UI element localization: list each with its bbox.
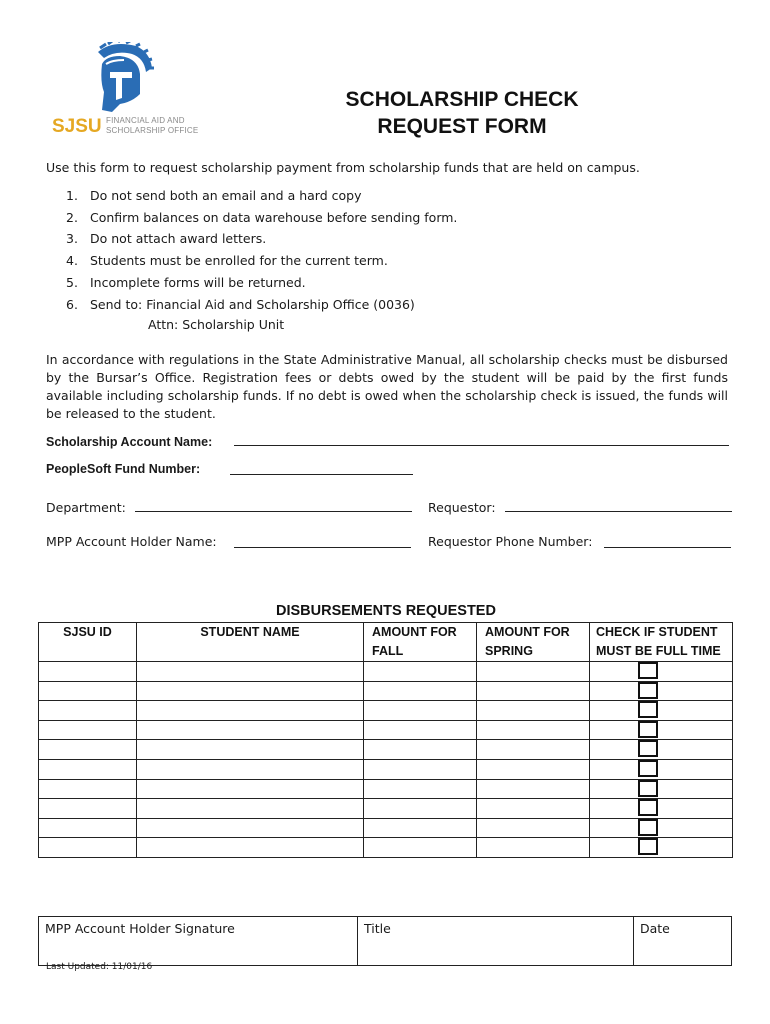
table-row [39, 759, 733, 779]
instruction-number: 5. [66, 274, 78, 290]
instruction-number: 3. [66, 231, 78, 247]
instructions-list [66, 185, 457, 315]
full-time-cell [590, 779, 733, 799]
sjsu-id-cell[interactable] [39, 681, 137, 701]
form-title-line2: REQUEST FORM [377, 115, 547, 138]
amount-fall-cell[interactable] [364, 681, 477, 701]
full-time-checkbox[interactable] [638, 721, 658, 738]
amount-spring-cell[interactable] [477, 838, 590, 858]
sjsu-id-cell[interactable] [39, 779, 137, 799]
form-title [300, 86, 624, 140]
full-time-cell [590, 838, 733, 858]
mpp-signature-cell[interactable] [39, 917, 358, 966]
table-header-row [39, 623, 733, 662]
amount-spring-cell[interactable] [477, 720, 590, 740]
instruction-number: 6. [66, 296, 78, 312]
amount-fall-cell[interactable] [364, 838, 477, 858]
col-header-label: MUST BE FULL TIME [596, 644, 721, 658]
sjsu-id-cell[interactable] [39, 838, 137, 858]
instruction-item [66, 250, 457, 272]
col-header-label: AMOUNT FOR [485, 625, 570, 639]
title-cell[interactable] [358, 917, 634, 966]
col-header-amount-fall [364, 623, 477, 662]
amount-fall-cell[interactable] [364, 701, 477, 721]
full-time-checkbox[interactable] [638, 760, 658, 777]
instruction-text: Incomplete forms will be returned. [90, 274, 306, 290]
full-time-cell [590, 662, 733, 682]
disbursements-body [39, 662, 733, 858]
student-name-cell[interactable] [137, 838, 364, 858]
table-row [39, 701, 733, 721]
instruction-number: 2. [66, 209, 78, 225]
requestor-phone-line[interactable] [604, 547, 731, 548]
full-time-checkbox[interactable] [638, 799, 658, 816]
sjsu-id-cell[interactable] [39, 662, 137, 682]
col-header-label: SPRING [485, 644, 533, 658]
requestor-phone-label: Requestor Phone Number: [428, 534, 593, 549]
full-time-checkbox[interactable] [638, 740, 658, 757]
mpp-signature-label: MPP Account Holder Signature [45, 921, 235, 936]
amount-spring-cell[interactable] [477, 681, 590, 701]
table-row [39, 838, 733, 858]
full-time-cell [590, 681, 733, 701]
full-time-cell [590, 740, 733, 760]
table-row [39, 720, 733, 740]
sjsu-id-cell[interactable] [39, 759, 137, 779]
office-name-line1: FINANCIAL AID AND [106, 116, 185, 125]
full-time-checkbox[interactable] [638, 662, 658, 679]
full-time-checkbox[interactable] [638, 819, 658, 836]
sjsu-id-cell[interactable] [39, 799, 137, 819]
full-time-checkbox[interactable] [638, 682, 658, 699]
col-header-label: STUDENT NAME [200, 625, 300, 639]
amount-spring-cell[interactable] [477, 740, 590, 760]
student-name-cell[interactable] [137, 720, 364, 740]
amount-fall-cell[interactable] [364, 779, 477, 799]
col-header-label: FALL [372, 644, 404, 658]
fund-number-label: PeopleSoft Fund Number: [46, 462, 201, 476]
amount-fall-cell[interactable] [364, 759, 477, 779]
full-time-cell [590, 799, 733, 819]
instruction-text: Send to: Financial Aid and Scholarship Office (0036) [90, 296, 415, 312]
amount-spring-cell[interactable] [477, 779, 590, 799]
instruction-item [66, 207, 457, 229]
student-name-cell[interactable] [137, 701, 364, 721]
signature-row [39, 917, 732, 966]
table-row [39, 681, 733, 701]
instruction-number: 1. [66, 188, 78, 203]
amount-fall-cell[interactable] [364, 720, 477, 740]
sjsu-id-cell[interactable] [39, 740, 137, 760]
instruction-item [66, 294, 457, 316]
amount-fall-cell[interactable] [364, 818, 477, 838]
date-cell[interactable] [634, 917, 732, 966]
instruction-text: Confirm balances on data warehouse before sending form. [90, 209, 458, 225]
disbursements-title: DISBURSEMENTS REQUESTED [276, 603, 496, 619]
intro-text: Use this form to request scholarship payment from scholarship funds that are held on campus. [46, 160, 640, 175]
fund-number-line[interactable] [230, 474, 413, 475]
col-header-label: AMOUNT FOR [372, 625, 457, 639]
office-name [106, 116, 206, 136]
amount-spring-cell[interactable] [477, 799, 590, 819]
student-name-cell[interactable] [137, 662, 364, 682]
col-header-full-time [590, 623, 733, 662]
table-row [39, 779, 733, 799]
account-name-label: Scholarship Account Name: [46, 435, 213, 449]
sjsu-id-cell[interactable] [39, 818, 137, 838]
department-line[interactable] [135, 511, 412, 512]
full-time-cell [590, 759, 733, 779]
sjsu-id-cell[interactable] [39, 701, 137, 721]
sjsu-logo [48, 42, 198, 142]
amount-spring-cell[interactable] [477, 701, 590, 721]
attn-line: Attn: Scholarship Unit [148, 317, 285, 332]
table-row [39, 740, 733, 760]
office-name-line2: SCHOLARSHIP OFFICE [106, 126, 199, 135]
spartan-helmet-icon [92, 42, 154, 114]
col-header-sjsu-id [39, 623, 137, 662]
instruction-item [66, 185, 457, 207]
mpp-holder-label: MPP Account Holder Name: [46, 534, 217, 549]
instruction-text: Students must be enrolled for the current term. [90, 253, 388, 269]
student-name-cell[interactable] [137, 799, 364, 819]
instruction-text: Do not send both an email and a hard copy [90, 188, 362, 203]
full-time-cell [590, 818, 733, 838]
col-header-amount-spring [477, 623, 590, 662]
instruction-item [66, 228, 457, 250]
signature-table [38, 916, 732, 966]
mpp-holder-line[interactable] [234, 547, 411, 548]
requestor-label: Requestor: [428, 500, 496, 515]
instruction-item [66, 272, 457, 294]
table-row [39, 818, 733, 838]
table-row [39, 799, 733, 819]
student-name-cell[interactable] [137, 681, 364, 701]
student-name-cell[interactable] [137, 818, 364, 838]
full-time-cell [590, 720, 733, 740]
date-label: Date [640, 921, 670, 936]
amount-spring-cell[interactable] [477, 662, 590, 682]
account-name-line[interactable] [234, 445, 729, 446]
full-time-checkbox[interactable] [638, 701, 658, 718]
amount-fall-cell[interactable] [364, 799, 477, 819]
regulations-paragraph: In accordance with regulations in the State Administrative Manual, all scholarship checks must be disbursed by the Bursar’s Office. Registration fees or debts owed by the student will be paid by the first funds available including scholarship funds. If no debt is owed when the scholarship check is issued, the funds will be released to the student. [46, 352, 728, 421]
last-updated: Last Updated: 11/01/16 [46, 962, 153, 972]
amount-fall-cell[interactable] [364, 740, 477, 760]
form-title-line1: SCHOLARSHIP CHECK [345, 88, 579, 111]
title-label: Title [364, 921, 391, 936]
amount-spring-cell[interactable] [477, 759, 590, 779]
requestor-line[interactable] [505, 511, 732, 512]
amount-fall-cell[interactable] [364, 662, 477, 682]
instruction-text: Do not attach award letters. [90, 231, 267, 247]
full-time-checkbox[interactable] [638, 838, 658, 855]
student-name-cell[interactable] [137, 779, 364, 799]
student-name-cell[interactable] [137, 740, 364, 760]
disbursements-table [38, 622, 733, 858]
col-header-label: SJSU ID [63, 625, 112, 639]
full-time-cell [590, 701, 733, 721]
col-header-label: CHECK IF STUDENT [596, 625, 718, 639]
amount-spring-cell[interactable] [477, 818, 590, 838]
sjsu-id-cell[interactable] [39, 720, 137, 740]
department-label: Department: [46, 500, 126, 515]
table-row [39, 662, 733, 682]
student-name-cell[interactable] [137, 759, 364, 779]
sjsu-wordmark: SJSU [52, 116, 102, 137]
instruction-number: 4. [66, 253, 78, 269]
col-header-student-name [137, 623, 364, 662]
full-time-checkbox[interactable] [638, 780, 658, 797]
